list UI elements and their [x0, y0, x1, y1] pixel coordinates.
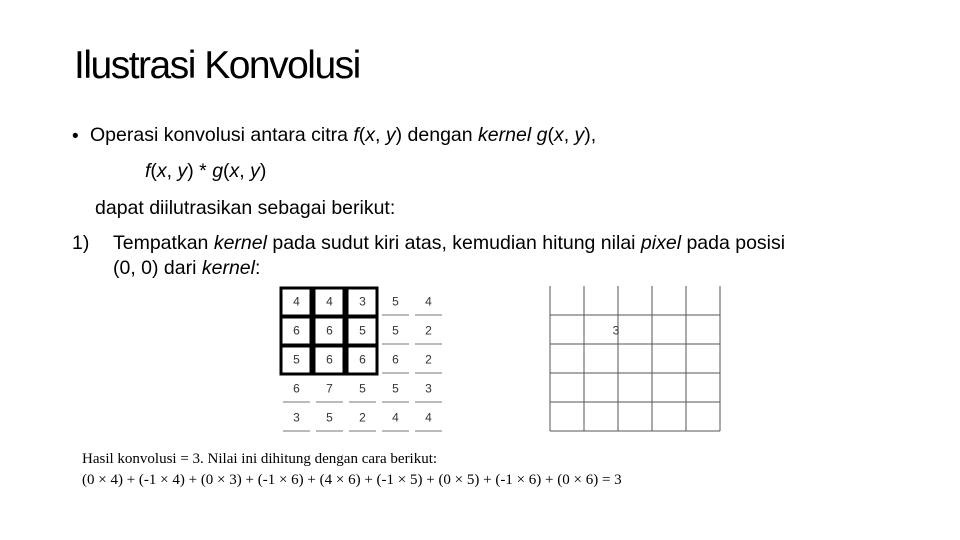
text: :: [255, 257, 261, 279]
input-cell-value: 4: [326, 294, 333, 309]
text: ),: [584, 124, 597, 146]
text: pada posisi: [681, 232, 786, 254]
text: Tempatkan: [113, 232, 214, 254]
text: f: [353, 124, 359, 146]
text: pada sudut kiri atas, kemudian hitung nilai: [266, 232, 641, 254]
illustration-intro: dapat diilutrasikan sebagai berikut:: [95, 197, 396, 219]
page-title: Ilustrasi Konvolusi: [74, 44, 360, 87]
output-cell-value: 3: [612, 323, 620, 338]
input-cell-value: 5: [359, 381, 366, 396]
input-cell-value: 6: [326, 352, 333, 367]
input-cell-value: 4: [392, 410, 399, 425]
text: kernel: [213, 232, 267, 254]
input-cell-value: 3: [293, 410, 300, 425]
text: (: [223, 160, 230, 182]
text: ,: [239, 160, 251, 182]
text: ) dengan: [395, 124, 479, 146]
text: g: [536, 124, 548, 146]
input-cell-value: 7: [326, 381, 333, 396]
input-cell-value: 2: [425, 323, 432, 338]
input-cell-value: 5: [326, 410, 333, 425]
text: pixel: [640, 232, 682, 254]
input-cell-value: 4: [425, 294, 432, 309]
text: x: [365, 124, 376, 146]
text: f: [145, 160, 151, 182]
input-cell-value: 2: [425, 352, 432, 367]
text: Operasi konvolusi antara citra: [90, 124, 354, 146]
text: (0, 0) dari: [113, 257, 202, 279]
input-cell-value: 6: [326, 323, 333, 338]
text: y: [250, 160, 260, 182]
input-cell-value: 5: [392, 323, 399, 338]
bullet-point: •: [72, 126, 79, 147]
input-cell-value: 4: [425, 410, 432, 425]
input-cell-value: 6: [293, 381, 300, 396]
input-cell-value: 3: [425, 381, 432, 396]
text: x: [229, 160, 240, 182]
text: ,: [375, 124, 386, 146]
result-explanation: Hasil konvolusi = 3. Nilai ini dihitung dengan cara berikut:: [82, 451, 438, 467]
text: ): [259, 160, 267, 182]
result-calculation: (0 × 4) + (-1 × 4) + (0 × 3) + (-1 × 6) + (4 × 6) + (-1 × 5) + (0 × 5) + (-1 × 6) + (0 × 6) = 3: [82, 472, 622, 488]
text: (: [547, 124, 554, 146]
input-cell-value: 5: [359, 323, 366, 338]
text: x: [553, 124, 564, 146]
input-cell-value: 5: [293, 352, 300, 367]
text: (: [150, 160, 157, 182]
input-cell-value: 6: [359, 352, 366, 367]
text: g: [212, 160, 224, 182]
text: ,: [563, 124, 575, 146]
text: x: [156, 160, 167, 182]
input-cell-value: 3: [359, 294, 366, 309]
input-cell-value: 5: [392, 294, 399, 309]
text: y: [385, 124, 396, 146]
input-cell-value: 4: [293, 294, 300, 309]
step-number: 1): [72, 232, 90, 254]
text: ,: [166, 160, 178, 182]
input-cell-value: 6: [293, 323, 300, 338]
text: (: [358, 124, 366, 146]
input-cell-value: 6: [392, 352, 399, 367]
input-cell-value: 2: [359, 410, 366, 425]
text: kernel: [201, 257, 255, 279]
input-cell-value: 5: [392, 381, 399, 396]
text: y: [574, 124, 585, 146]
text: ) *: [187, 160, 213, 182]
text: kernel: [478, 124, 532, 146]
text: y: [177, 160, 188, 182]
